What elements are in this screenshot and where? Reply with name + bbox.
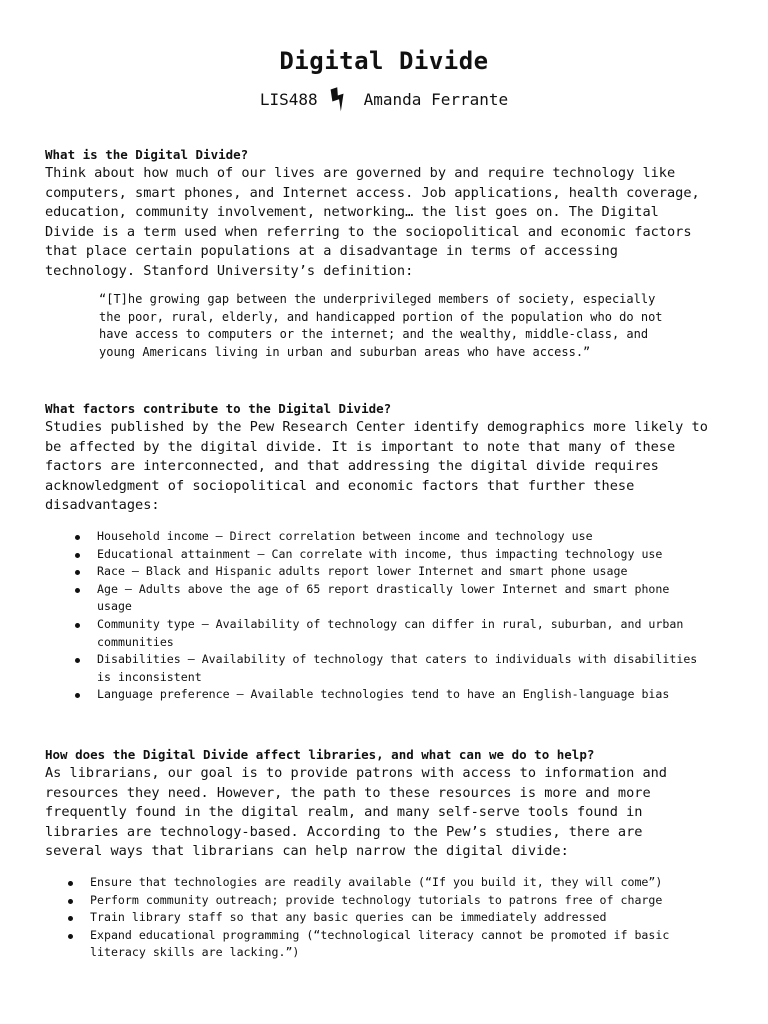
bullet-icon: [68, 916, 73, 921]
list-item: Household income – Direct correlation between income and technology use: [97, 528, 737, 546]
section-body: Think about how much of our lives are governed by and require technology like computers, smart phones, and Internet access. Job applications, health coverage, education, community involvement, networking… the list goes on. The Digital Divide is a term used when referring to the sociopolitical and economic factors that place certain populations at a disadvantage in terms of accessing technology. Stanford University’s definition:: [45, 165, 700, 279]
section-heading: What is the Digital Divide?: [45, 147, 249, 162]
bullet-icon: [68, 934, 73, 939]
section-heading: How does the Digital Divide affect libraries, and what can we do to help?: [45, 747, 595, 762]
bullet-icon: [68, 881, 73, 886]
list-item: Educational attainment – Can correlate with income, thus impacting technology use: [97, 546, 737, 564]
bullet-icon: [75, 553, 80, 558]
factors-list: [97, 528, 737, 704]
bullet-icon: [75, 535, 80, 540]
bullet-icon: [68, 899, 73, 904]
list-item: Disabilities – Availability of technology that caters to individuals with disabilities is inconsistent: [97, 651, 737, 686]
section-libraries: [45, 746, 725, 862]
list-item: Community type – Availability of technology can differ in rural, suburban, and urban communities: [97, 616, 737, 651]
list-item: Ensure that technologies are readily available (“If you build it, they will come”): [90, 874, 740, 892]
section-body: Studies published by the Pew Research Center identify demographics more likely to be affected by the digital divide. It is important to note that many of these factors are interconnected, and that addressing the digital divide requires acknowledgment of sociopolitical and economic factors that further these disadvantages:: [45, 419, 708, 514]
section-body: As librarians, our goal is to provide patrons with access to information and resources they need. However, the path to these resources is more and more frequently found in the digital realm, and many self-serve tools found in libraries are technology-based. According to the Pew’s studies, there are several ways that librarians can help narrow the digital divide:: [45, 765, 667, 860]
list-item: Language preference – Available technologies tend to have an English-language bias: [97, 686, 737, 704]
bullet-icon: [75, 588, 80, 593]
bullet-icon: [75, 658, 80, 663]
lightning-bolt-icon: [328, 86, 354, 112]
author-name: Amanda Ferrante: [363, 89, 509, 109]
course-code: LIS488: [259, 89, 318, 109]
stanford-quote: “[T]he growing gap between the underprivileged members of society, especially the poor, rural, elderly, and handicapped portion of the population who do not have access to computers or the internet; and the wealthy, middle-class, and young Americans living in urban and suburban areas who have access.”: [99, 292, 663, 359]
list-item: Train library staff so that any basic queries can be immediately addressed: [90, 909, 740, 927]
bullet-icon: [75, 623, 80, 628]
list-item: Race – Black and Hispanic adults report lower Internet and smart phone usage: [97, 563, 737, 581]
section-heading: What factors contribute to the Digital Divide?: [45, 401, 392, 416]
section-factors: [45, 400, 725, 516]
subtitle-line: [0, 86, 768, 112]
section-what-is: [45, 146, 725, 282]
bullet-icon: [75, 693, 80, 698]
page-title: Digital Divide: [279, 47, 489, 75]
list-item: Age – Adults above the age of 65 report drastically lower Internet and smart phone usage: [97, 581, 737, 616]
list-item: Perform community outreach; provide technology tutorials to patrons free of charge: [90, 892, 740, 910]
actions-list: [90, 874, 740, 962]
list-item: Expand educational programming (“technological literacy cannot be promoted if basic literacy skills are lacking.”): [90, 927, 740, 962]
bullet-icon: [75, 570, 80, 575]
